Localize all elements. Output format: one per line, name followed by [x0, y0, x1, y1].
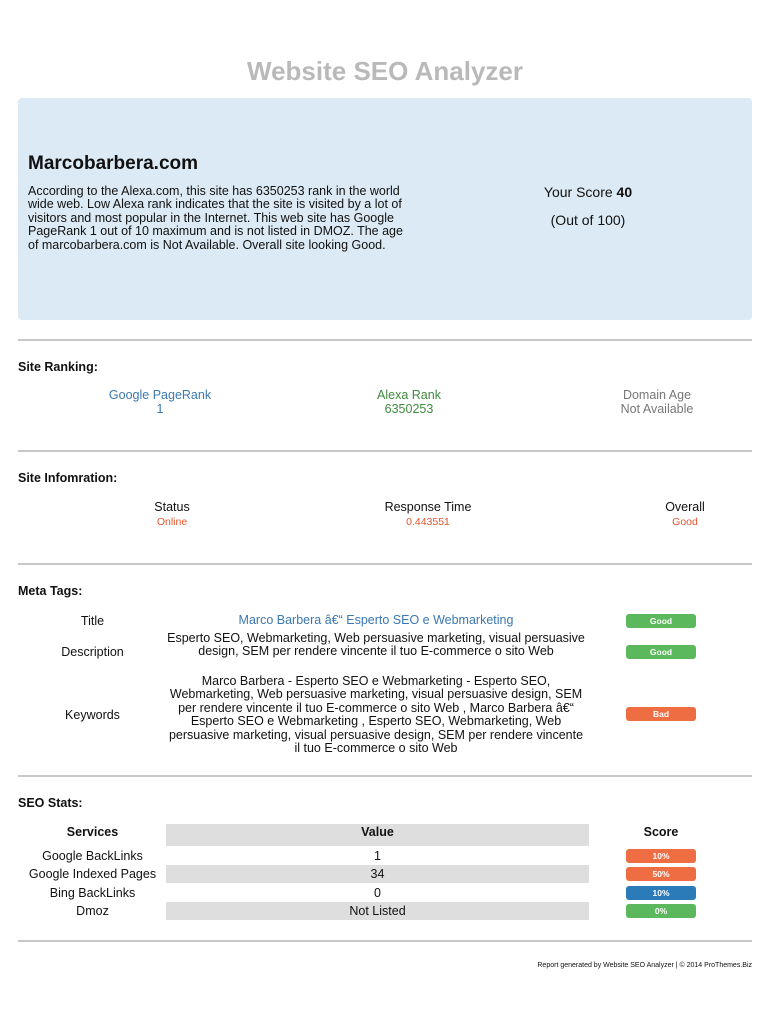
score-bing-backlinks: 10% [626, 886, 696, 900]
google-pagerank [60, 389, 260, 416]
meta-description-badge: Good [626, 645, 696, 659]
score-google-backlinks: 10% [626, 849, 696, 863]
value-bing-backlinks: 0 [374, 886, 381, 900]
meta-description-label: Description [61, 645, 124, 659]
meta-keywords-value: Marco Barbera - Esperto SEO e Webmarketing - Esperto SEO, Webmarketing, Web persuasive marketing, visual persuasive design, SEM per rendere vincente il tuo E-commerce o sito Web , Marco Barbera â€“ Esperto SEO e Webmarketing , Esperto SEO, Webmarketing, Web persuasive marketing, visual persuasive design, SEM per rendere vincente il tuo E-commerce o sito Web [168, 674, 584, 756]
meta-keywords-label: Keywords [65, 708, 120, 722]
score-label: Your Score [543, 184, 613, 200]
page-title: Website SEO Analyzer [247, 56, 523, 86]
score-line [488, 184, 688, 200]
divider [18, 450, 752, 452]
overall-value: Good [672, 516, 698, 528]
overall-label: Overall [665, 500, 705, 514]
google-pagerank-value: 1 [156, 401, 164, 416]
response-time-column [328, 500, 528, 528]
divider [18, 775, 752, 777]
status-label: Status [154, 500, 190, 514]
score-google-indexed-pages: 50% [626, 867, 696, 881]
alexa-rank [309, 389, 509, 416]
divider [18, 563, 752, 565]
site-name: Marcobarbera.com [28, 153, 199, 174]
google-pagerank-label: Google PageRank [108, 388, 212, 402]
response-time-label: Response Time [384, 500, 472, 514]
site-information-heading: Site Infomration: [18, 471, 118, 485]
service-bing-backlinks: Bing BackLinks [49, 886, 136, 900]
value-dmoz: Not Listed [349, 904, 406, 918]
score-value: 40 [616, 184, 633, 200]
status-value: Online [156, 516, 188, 528]
meta-keywords-badge: Bad [626, 707, 696, 721]
response-time-value: 0.443551 [406, 516, 450, 528]
meta-tags-heading: Meta Tags: [18, 584, 83, 598]
divider [18, 339, 752, 341]
domain-age [557, 389, 757, 416]
value-google-indexed-pages: 34 [370, 867, 385, 881]
meta-description-value: Esperto SEO, Webmarketing, Web persuasive marketing, visual persuasive design, SEM per rendere vincente il tuo E-commerce o sito Web [167, 631, 585, 659]
score-out-of: (Out of 100) [550, 212, 626, 228]
seo-stats-heading: SEO Stats: [18, 796, 83, 810]
alexa-rank-value: 6350253 [384, 401, 434, 416]
service-google-indexed-pages: Google Indexed Pages [28, 867, 157, 881]
divider [18, 940, 752, 942]
meta-title-value: Marco Barbera â€“ Esperto SEO e Webmarketing [238, 613, 514, 627]
summary-text: According to the Alexa.com, this site has 6350253 rank in the world wide web. Low Alexa rank indicates that the site is visited by a lot of visitors and most popular in the Internet. This web site has Google PageRank 1 out of 10 maximum and is not listed in DMOZ. The age of marcobarbera.com is Not Available. Overall site looking Good. [28, 184, 403, 252]
score-header: Score [643, 825, 679, 839]
service-google-backlinks: Google BackLinks [42, 849, 143, 863]
score-dmoz: 0% [626, 904, 696, 918]
footer-text: Report generated by Website SEO Analyzer | © 2014 ProThemes.Biz [537, 962, 752, 969]
overall-column [585, 500, 770, 528]
domain-age-label: Domain Age [622, 388, 692, 402]
alexa-rank-label: Alexa Rank [377, 388, 441, 402]
domain-age-value: Not Available [620, 401, 694, 416]
status-column [72, 500, 272, 528]
site-ranking-heading: Site Ranking: [18, 360, 98, 374]
services-header: Services [66, 825, 119, 839]
meta-title-badge: Good [626, 614, 696, 628]
service-dmoz: Dmoz [76, 904, 109, 918]
meta-title-label: Title [80, 614, 105, 628]
summary-panel [18, 98, 752, 320]
value-google-backlinks: 1 [374, 849, 381, 863]
value-header: Value [361, 825, 394, 839]
